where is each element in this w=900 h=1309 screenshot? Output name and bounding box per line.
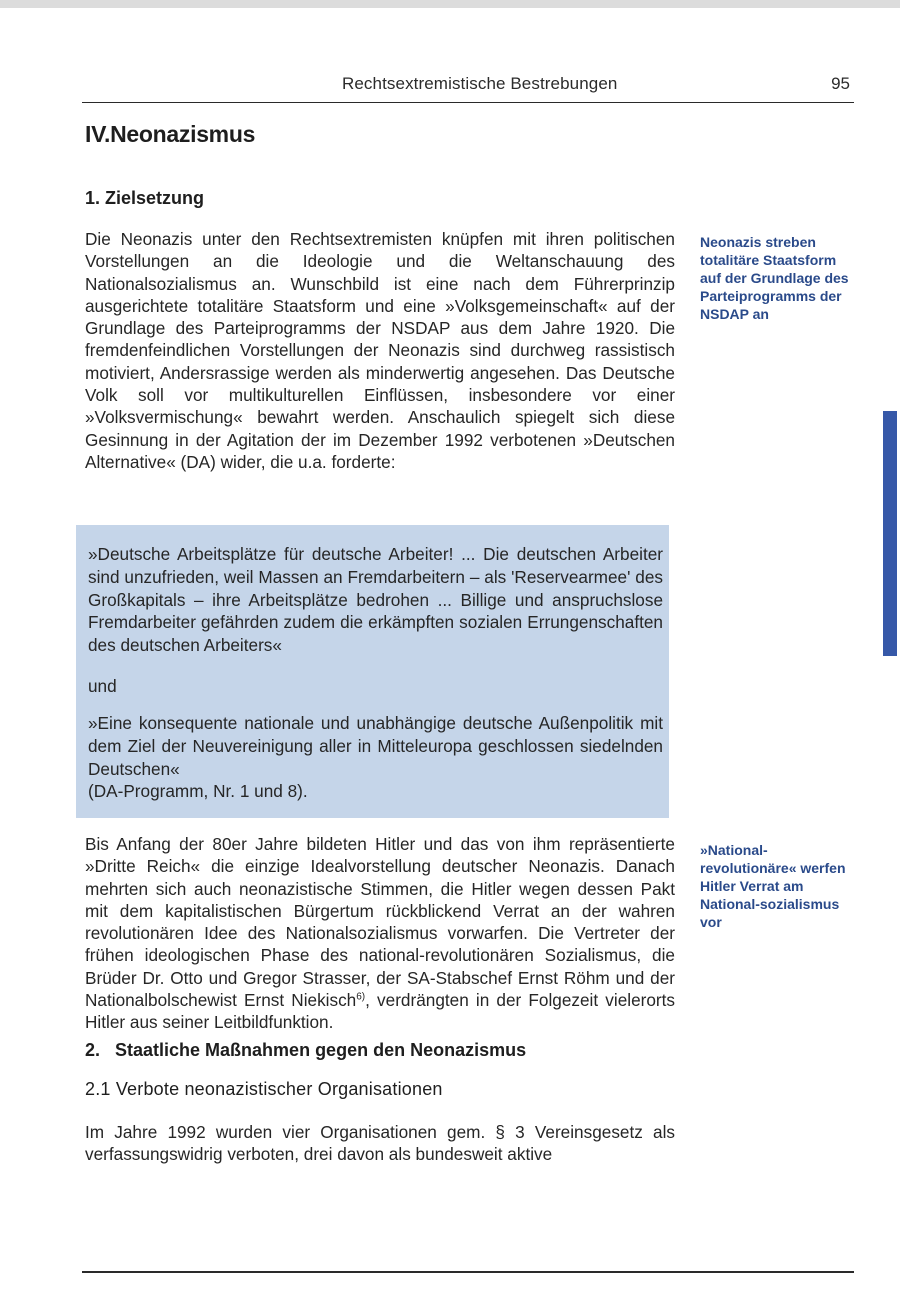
running-head [82, 72, 854, 103]
paragraph-bans: Im Jahre 1992 wurden vier Organisationen gem. § 3 Vereinsgesetz als verfassungswidrig verboten, drei davon als bundesweit aktive [85, 1122, 675, 1165]
paragraph-national-revolutionary [85, 833, 675, 1034]
section-heading-zielsetzung: 1. Zielsetzung [85, 188, 205, 208]
margin-note-national-revolutionary: »National-revolutionäre« werfen Hitler Verrat am National-sozialismus vor [700, 842, 846, 930]
quote-connector: und [88, 676, 117, 696]
section-heading-state-measures: 2. Staatliche Maßnahmen gegen den Neonazismus [85, 1040, 527, 1060]
top-edge-shadow [0, 0, 900, 8]
paragraph-national-revolutionary-text: Bis Anfang der 80er Jahre bildeten Hitler und das von ihm repräsentierte »Dritte Reich« die einzige Idealvorstellung deutscher Neonazis. Danach mehrten sich auch neonazistische Stimmen, die Hitler wegen dessen Pakt mit dem kapitalistischen Bürgertum rückblickend Verrat an der wahren revolutionären Idee des Nationalsozialismus vorwarfen. Die Vertreter der frühen ideologischen Phase des national-revolutionären Sozialismus, die Brüder Dr. Otto und Gregor Strasser, der SA-Stabschef Ernst Röhm und der Nationalbolschewist Ernst Niekisch [85, 834, 675, 1011]
subsection-heading-bans: 2.1 Verbote neonazistischer Organisationen [85, 1079, 443, 1099]
chapter-tab-marker [883, 411, 897, 656]
paragraph-national-revolutionary-text-end: , verdrängten in der Folgezeit vielerorts Hitler aus seiner Leitbildfunktion. [85, 990, 675, 1033]
page-number: 95 [831, 74, 850, 93]
footnote-reference[interactable]: 6) [356, 991, 366, 1003]
paragraph-zielsetzung: Die Neonazis unter den Rechtsextremisten knüpfen mit ihren politischen Vorstellungen an die Ideologie und die Weltanschauung des Nationalsozialismus an. Wunschbild ist eine nach dem Führerprinzip ausgerichtete totalitäre Staatsform und eine »Volksgemeinschaft« auf der Grundlage des Parteiprogramms der NSDAP aus dem Jahre 1920. Die fremdenfeindlichen Vorstellungen der Neonazis sind durchweg rassistisch motiviert, Andersrassige werden als minderwertig angesehen. Das Deutsche Volk soll vor multikulturellen Einflüssen, insbesondere vor einer »Volksvermischung« bewahrt werden. Anschaulich spiegelt sich diese Gesinnung in der Agitation der im Dezember 1992 verbotenen »Deutschen Alternative« (DA) wider, die u.a. forderte: [85, 229, 675, 472]
bottom-rule [82, 1271, 854, 1273]
running-head-title: Rechtsextremistische Bestrebungen [342, 74, 618, 93]
quote-da-workers: »Deutsche Arbeitsplätze für deutsche Arbeiter! ... Die deutschen Arbeiter sind unzufrieden, weil Massen an Fremdarbeitern – als 'Reservearmee' des Großkapitals – ihre Arbeitsplätze bedrohen ... Billige und anspruchslose Fremdarbeiter gefährden zudem die erkämpften sozialen Errungenschaften des deutschen Arbeiters« [88, 544, 663, 656]
quote-da-foreign-policy [88, 712, 663, 803]
margin-note-totalitarian: Neonazis streben totalitäre Staatsform auf der Grundlage des Parteiprogramms der NSDAP an [700, 234, 849, 322]
quote-da-foreign-policy-text: »Eine konsequente nationale und unabhängige deutsche Außenpolitik mit dem Ziel der Neuvereinigung aller in Mitteleuropa geschlossen siedelnden Deutschen« [88, 713, 663, 779]
chapter-heading: IV.Neonazismus [85, 121, 256, 147]
quote-source: (DA-Programm, Nr. 1 und 8). [88, 781, 308, 802]
